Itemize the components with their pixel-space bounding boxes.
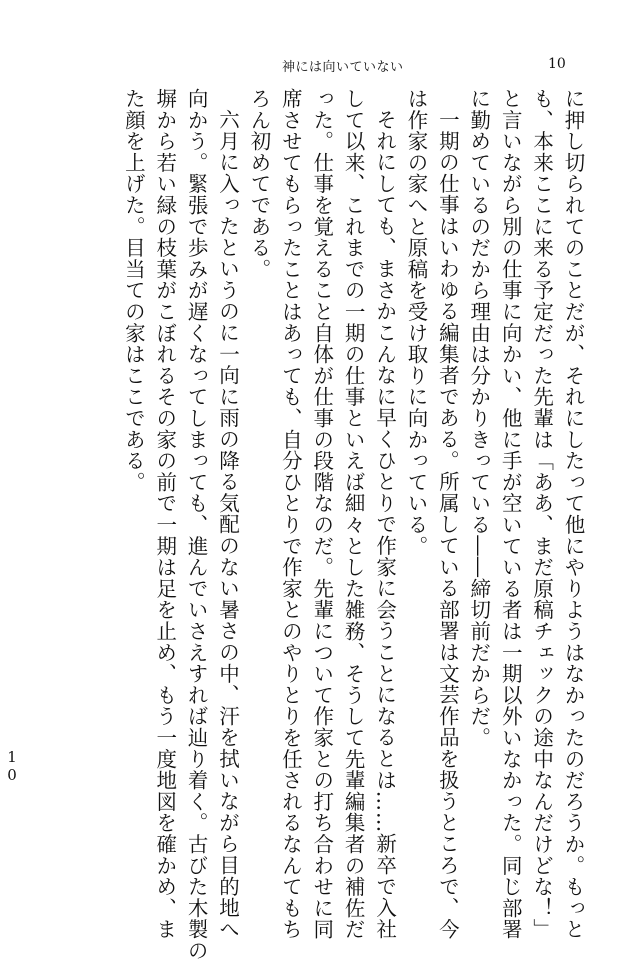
- text-line: ろん初めてである。: [246, 88, 271, 280]
- text-line: 六月に入ったというのに一向に雨の降る気配のない暑さの中、汗を拭いながら目的地へ: [215, 108, 240, 940]
- text-line: 塀から若い緑の枝葉がこぼれるその家の前で一期は足を止め、もう一度地図を確かめ、ま: [152, 88, 177, 940]
- text-line: に勤めているのだから理由は分かりきっている――締切前だからだ。: [466, 88, 491, 749]
- text-line: も、本来ここに来る予定だった先輩は「ああ、まだ原稿チェックの途中なんだけどな！」: [529, 88, 554, 940]
- text-line: った。仕事を覚えること自体が仕事の段階なのだ。先輩について作家との打ち合わせに同: [309, 88, 334, 940]
- text-line: して以来、これまでの一期の仕事といえば細々とした雑務、そうして先輩編集者の補佐だ: [341, 88, 366, 940]
- running-page-number: 10: [548, 56, 566, 72]
- text-line: それにしても、まさかこんなに早くひとりで作家に会うことになるとは……新卒で入社: [372, 108, 397, 940]
- body-text: [118, 88, 588, 961]
- text-line: 一期の仕事はいわゆる編集者である。所属している部署は文芸作品を扱うところで、今: [435, 108, 460, 940]
- text-line: は作家の家へと原稿を受け取りに向かっている。: [403, 88, 428, 557]
- folio-page-number: 10: [3, 748, 21, 784]
- running-title: 神には向いていない: [282, 60, 404, 75]
- text-line: と言いながら別の仕事に向かい、他に手が空いている者は一期以外いなかった。同じ部署: [498, 88, 523, 940]
- text-line: 向かう。緊張で歩みが遅くなってしまっても、進んでいさえすれば辿り着く。古びた木製の: [184, 88, 209, 961]
- text-line: 席させてもらったことはあっても、自分ひとりで作家とのやりとりを任されるなんてもち: [278, 88, 303, 940]
- text-line: た顔を上げた。目当ての家はここである。: [121, 88, 146, 493]
- text-line: に押し切られてのことだが、それにしたって他にやりようはなかったのだろうか。もっと: [561, 88, 585, 940]
